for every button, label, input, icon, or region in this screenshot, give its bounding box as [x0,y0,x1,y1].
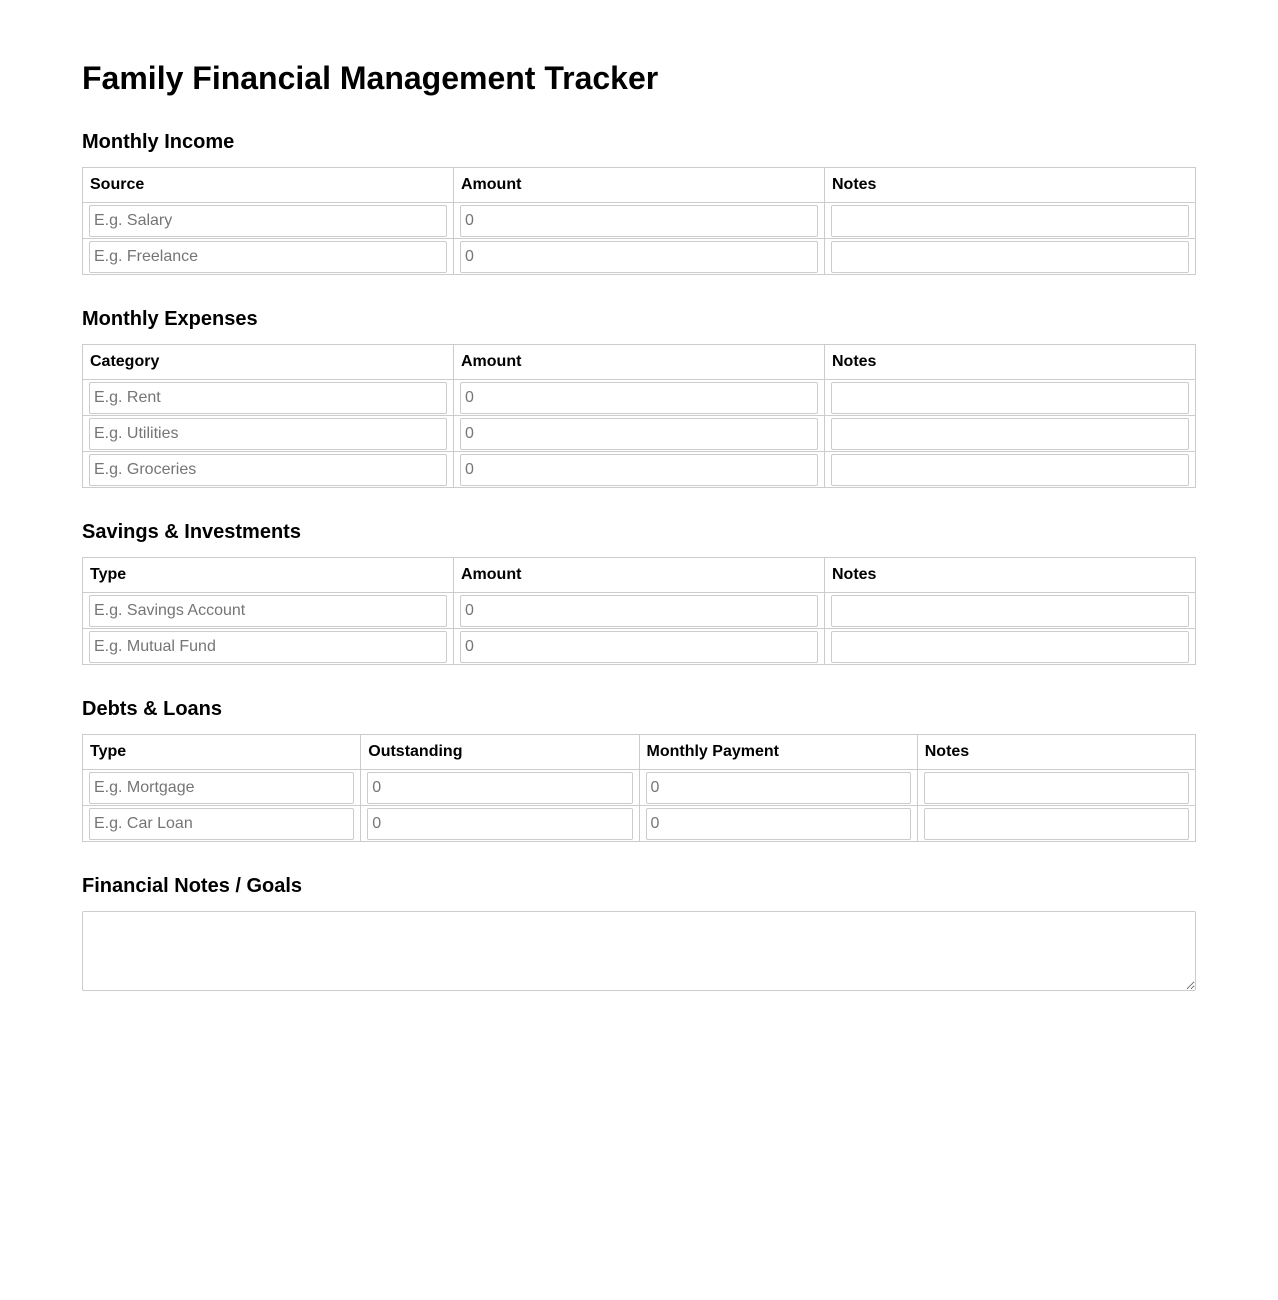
table-row [83,203,1196,239]
notes-input[interactable] [831,418,1189,450]
cell [83,770,361,806]
cell [83,380,454,416]
column-header: Notes [825,558,1196,593]
notes-input[interactable] [831,241,1189,273]
notes-input[interactable] [924,772,1189,804]
column-header: Notes [917,735,1195,770]
cell [825,380,1196,416]
cell [825,416,1196,452]
page [82,0,1196,991]
table-row [83,806,1196,842]
column-header: Outstanding [361,735,639,770]
cell [454,416,825,452]
amount-input[interactable]: 0 [460,205,818,237]
cell [83,203,454,239]
income-heading: Monthly Income [82,131,235,153]
notes-heading: Financial Notes / Goals [82,875,303,897]
table-row [83,452,1196,488]
amount-input[interactable]: 0 [460,631,818,663]
cell [917,806,1195,842]
notes-input[interactable] [831,205,1189,237]
column-header: Amount [454,345,825,380]
notes-input[interactable] [831,595,1189,627]
header-row [83,345,1196,380]
monthly-payment-input[interactable]: 0 [646,808,911,840]
header-row [83,168,1196,203]
cell [454,452,825,488]
column-header: Category [83,345,454,380]
cell [361,770,639,806]
debts-table [82,734,1196,842]
table-row [83,380,1196,416]
savings-table [82,557,1196,665]
cell [825,239,1196,275]
cell [454,629,825,665]
column-header: Notes [825,345,1196,380]
amount-input[interactable]: 0 [460,418,818,450]
name-input[interactable]: E.g. Freelance [89,241,447,273]
name-input[interactable]: E.g. Car Loan [89,808,354,840]
column-header: Type [83,558,454,593]
column-header: Amount [454,168,825,203]
table-row [83,416,1196,452]
table-row [83,593,1196,629]
cell [454,203,825,239]
cell [454,380,825,416]
column-header: Source [83,168,454,203]
name-input[interactable]: E.g. Savings Account [89,595,447,627]
cell [454,593,825,629]
amount-input[interactable]: 0 [460,595,818,627]
name-input[interactable]: E.g. Mortgage [89,772,354,804]
column-header: Notes [825,168,1196,203]
table-row [83,770,1196,806]
cell [825,452,1196,488]
cell [454,239,825,275]
debts-heading: Debts & Loans [82,698,223,720]
cell [825,593,1196,629]
notes-input[interactable] [831,454,1189,486]
table-row [83,629,1196,665]
page-title: Family Financial Management Tracker [82,60,659,96]
cell [83,239,454,275]
cell [825,203,1196,239]
amount-input[interactable]: 0 [460,454,818,486]
cell [83,593,454,629]
column-header: Type [83,735,361,770]
outstanding-input[interactable]: 0 [367,772,632,804]
name-input[interactable]: E.g. Groceries [89,454,447,486]
expenses-table [82,344,1196,488]
column-header: Amount [454,558,825,593]
cell [917,770,1195,806]
cell [83,629,454,665]
savings-heading: Savings & Investments [82,521,301,543]
cell [83,452,454,488]
name-input[interactable]: E.g. Utilities [89,418,447,450]
notes-input[interactable] [831,382,1189,414]
cell [83,416,454,452]
outstanding-input[interactable]: 0 [367,808,632,840]
cell [83,806,361,842]
table-row [83,239,1196,275]
column-header: Monthly Payment [639,735,917,770]
expenses-heading: Monthly Expenses [82,308,258,330]
monthly-payment-input[interactable]: 0 [646,772,911,804]
amount-input[interactable]: 0 [460,382,818,414]
cell [639,770,917,806]
cell [361,806,639,842]
header-row [83,735,1196,770]
amount-input[interactable]: 0 [460,241,818,273]
cell [825,629,1196,665]
name-input[interactable]: E.g. Salary [89,205,447,237]
name-input[interactable]: E.g. Mutual Fund [89,631,447,663]
notes-input[interactable] [924,808,1189,840]
name-input[interactable]: E.g. Rent [89,382,447,414]
notes-input[interactable] [831,631,1189,663]
income-table [82,167,1196,275]
cell [639,806,917,842]
header-row [83,558,1196,593]
financial-notes-textarea[interactable] [82,911,1196,991]
